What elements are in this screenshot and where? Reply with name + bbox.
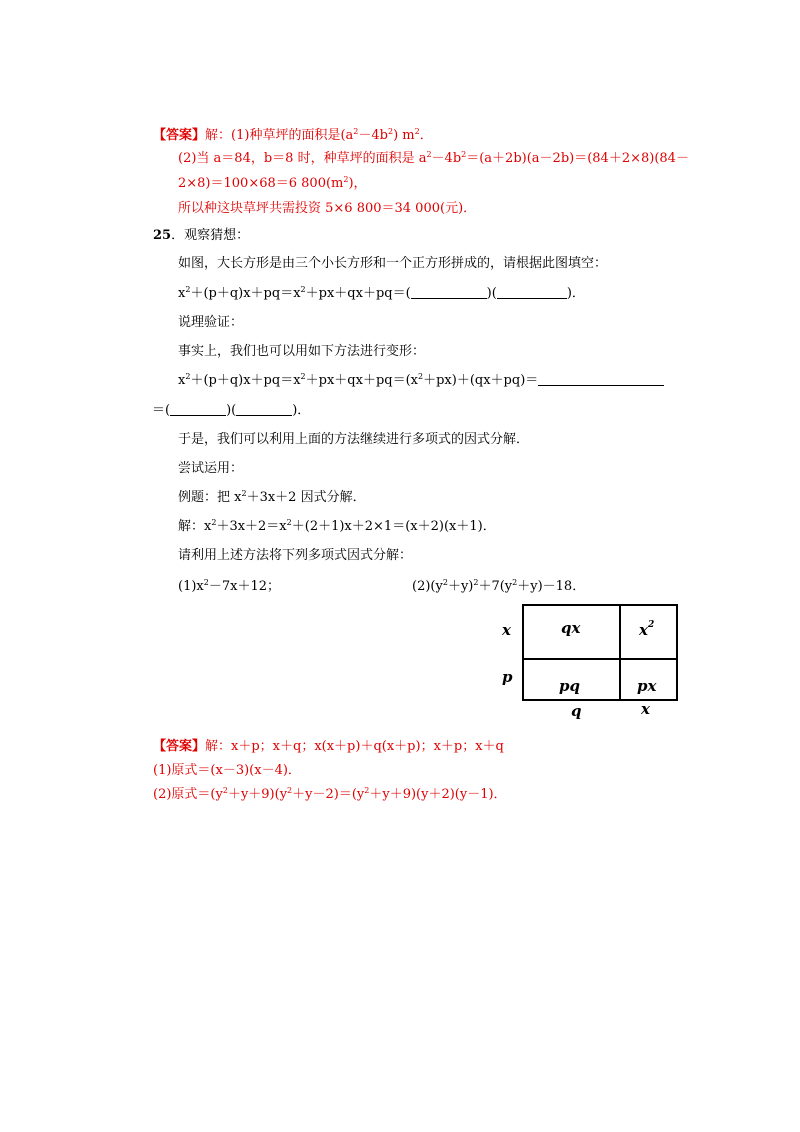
section-try: 尝试运用： [178,461,244,476]
rectangle-diagram [495,600,685,720]
problem-heading: 25．观察猜想： [153,228,250,243]
problem-intro: 如图，大长方形是由三个小长方形和一个正方形拼成的，请根据此图填空： [178,256,608,271]
bottom-label-q: q [571,702,582,720]
cell-qx: qx [561,619,581,637]
equation-1: $x^2+(p+q)x+pq=x^2+px+qx+pq=$( )( )． [178,285,585,301]
equation-2: $x^2+(p+q)x+pq=x^2+px+qx+pq=(x^2+px)+(qx+pq)=$ [178,372,664,390]
example-solution: 解：$x^2+3x+2=x^2+(2+1)x+2\times 1=(x+2)(x+1)$． [178,518,496,534]
example: 例题：把 $x^2+3x+2$ 因式分解． [178,489,366,505]
exercise-prompt: 请利用上述方法将下列多项式因式分解： [178,548,413,563]
cell-pq: pq [559,677,580,695]
side-label-p: p [502,668,513,686]
section-transform: 事实上，我们也可以用如下方法进行变形： [178,344,426,359]
answer-2-line-3: (2)原式$=(y^2+y+9)(y^2+y-2)=(y^2+y+9)(y+2)(y-1)$． [153,786,507,802]
exercise-1: $(1)x^2-7x+12$； [178,578,280,594]
horizontal-divider [522,658,678,660]
cell-px: px [637,677,657,695]
answer-2-line-1: 【答案】解：x＋p；x＋q；x(x＋p)＋q(x＋p)；x＋p；x＋q [153,739,504,754]
answer-blank[interactable] [411,286,487,299]
answer-1-line-4: 所以种这块草坪共需投资 5×6 800＝34 000(元)． [178,201,477,216]
answer-1-line-2: (2)当 a＝84，b＝8 时，种草坪的面积是 $a^2-4b^2=(a+2b)(a-2b)=(84+2\times 8)(84-$ [178,150,689,166]
equation-3: ＝( )( )． [152,403,311,418]
answer-tag: 【答案】 [153,739,206,754]
bottom-label-x: x [641,700,650,718]
side-label-x: x [502,621,511,639]
answer-blank[interactable] [497,286,567,299]
answer-1-line-1: 【答案】解：(1)种草坪的面积是$(a^2-4b^2)$ $m^2$． [153,127,433,143]
answer-tag: 【答案】 [153,128,206,143]
answer-blank[interactable] [170,403,226,416]
vertical-divider [619,604,621,701]
answer-2-line-2: (1)原式＝(x－3)(x－4)． [153,763,301,778]
problem-number: 25 [153,228,172,243]
cell-x-squared: $x^2$ [639,620,655,639]
answer-1-line-3: 2×8)＝100×68＝6 $800(m^2)$， [178,175,367,191]
section-conclusion: 于是，我们可以利用上面的方法继续进行多项式的因式分解． [178,432,530,447]
exercise-2: $(2)(y^2+y)^2+7(y^2+y)-18$． [412,578,586,594]
answer-blank[interactable] [538,373,664,386]
section-explain: 说理验证： [178,315,244,330]
answer-blank[interactable] [236,403,292,416]
